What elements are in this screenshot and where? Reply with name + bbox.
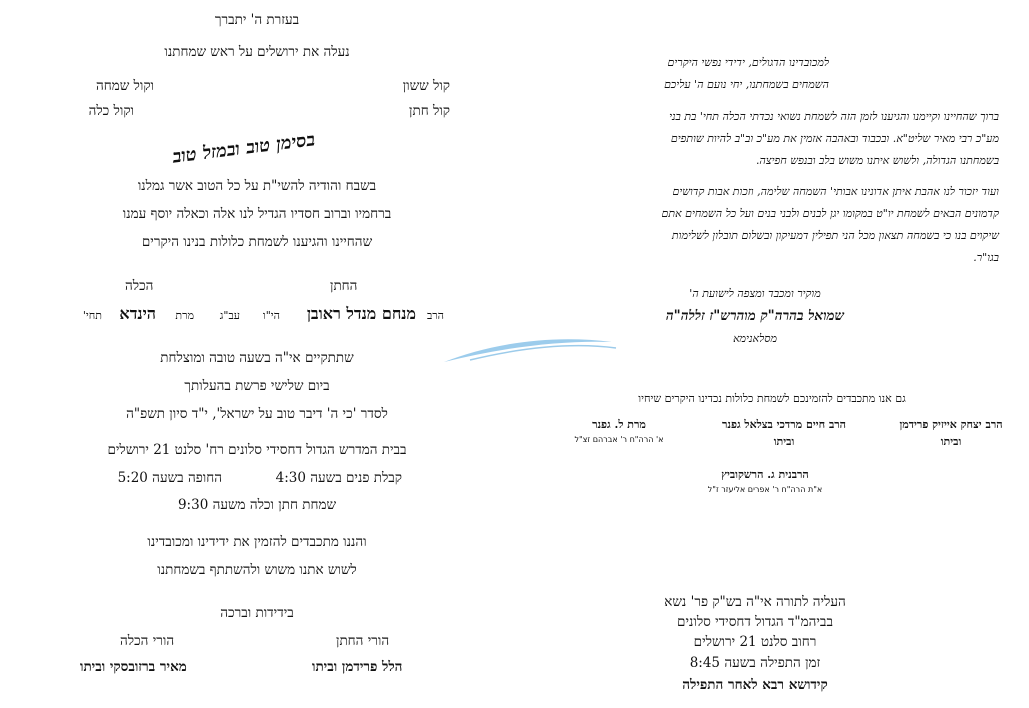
aliyah-line-5: קידושא רבא לאחר התפילה — [682, 677, 828, 693]
para2-line-2: קדמונים הבאים לשמחת יו"ט במקומו יגן לבנים ולבני בנים ועל כל השמחים אתם — [661, 207, 999, 220]
grandparents-d-note: א"ת הרה"ח ר' אפרים אליעזר ז"ל — [707, 485, 823, 494]
groom-label: החתן — [330, 278, 358, 294]
invite-line-1: והננו מתכבדים להזמין את ידידינו ומכובדינו — [147, 534, 367, 550]
blessing-text: בסימן טוב ובמזל טוב — [171, 129, 317, 168]
when-line-3: לסדר 'כי ה' דיבר טוב על ישראל', י"ד סיון תשפ"ה — [126, 406, 388, 422]
voice-l1: וקול שמחה — [95, 78, 154, 94]
groom-parents-name: הלל פרידמן וביתו — [312, 659, 403, 675]
aliyah-line-4: זמן התפילה בשעה 8:45 — [689, 655, 821, 671]
grandparents-a-sub: וביתו — [940, 435, 962, 448]
bride-name: הינדא — [119, 304, 156, 323]
grandparents-d — [685, 468, 845, 494]
voice-l2: וקול כלה — [88, 103, 134, 119]
with-ev-text: עב"ג — [219, 309, 240, 322]
grandparents-c — [549, 418, 689, 444]
groom-title: הרב — [426, 309, 444, 322]
invite-line-2: לשוש אתנו משוש ולהשתתף בשמחתנו — [157, 562, 357, 578]
bride-suffix: תחי' — [82, 309, 102, 322]
voice-r2: קול חתן — [409, 103, 450, 119]
header-text: בעזרת ה' יתברך — [214, 12, 300, 28]
groom-name: מנחם מנדל ראובן — [306, 304, 416, 323]
greeting-line-1: למכובדינו הדגולים, ידידי נפשי היקרים — [667, 56, 829, 69]
para2-line-4: בגו"ר. — [973, 251, 999, 264]
when-line-2: ביום שלישי פרשת בהעלותך — [184, 378, 330, 394]
grandparents-a — [881, 418, 1021, 448]
bride-title: מרת — [175, 309, 194, 322]
bride-label: הכלה — [125, 278, 154, 294]
venue-text: בבית המדרש הגדול דחסידי סלונים רח' סלנט 21 ירושלים — [107, 442, 407, 458]
dance-time: שמחת חתן וכלה משעה 9:30 — [177, 497, 337, 513]
para2-line-3: שיקוים בנו כי בשמחה תצאון מכל הני תפילין דמעיקון ובשלום תובלון לשלימות — [671, 229, 999, 242]
chuppah-time: החופה בשעה 5:20 — [117, 470, 222, 486]
verse-text: נעלה את ירושלים על ראש שמחתנו — [164, 44, 350, 60]
groom-parents-label: הורי החתן — [336, 633, 390, 649]
para2-line-1: ועוד יזכור לנו אהבת איתן אדונינו אבותי' השמחה שלימה, וזכות אבות קדושים — [672, 185, 999, 198]
thanks-line-2: ברחמיו וברוב חסדיו הגדיל לנו אלה וכאלה יוסף עמנו — [122, 206, 392, 222]
bride-parents-label: הורי הכלה — [120, 633, 175, 649]
aliyah-line-1: העליה לתורה אי"ה בש"ק פר' נשא — [664, 594, 846, 610]
reception-time: קבלת פנים בשעה 4:30 — [275, 470, 402, 486]
grandparents-d-name: הרבנית ג. הרשקוביץ — [721, 468, 809, 481]
thanks-line-3: שהחיינו והגיענו לשמחת כלולות בנינו היקרים — [141, 234, 373, 250]
para1-line-3: בשמחתנו הגדולה, ולשוש איתנו משוש בלב ובנפש חפיצה. — [755, 154, 999, 167]
signature-place: מסלאנימא — [732, 332, 778, 345]
aliyah-line-2: בביהמ"ד הגדול דחסידי סלונים — [677, 614, 833, 630]
grandparents-c-name: מרת ל. גפנר — [592, 418, 646, 431]
thanks-line-1: בשבח והודיה להשי"ת על כל הטוב אשר גמלנו — [137, 178, 377, 194]
grandparents-b-sub: וביתו — [773, 435, 795, 448]
main-invitation-panel — [0, 0, 514, 708]
also-invite-text: גם אנו מתכבדים להזמינכם לשמחת כלולות נכדינו היקרים שיחיו — [638, 392, 906, 405]
grandparents-c-note: א' הרה"ח ר' אברהם זצ"ל — [574, 435, 664, 444]
greeting-line-2: השמחים בשמחתנו, יחי נועם ה' עליכם — [664, 78, 829, 91]
voice-r1: קול ששון — [402, 78, 450, 94]
sign-off-text: בידידות וברכה — [220, 605, 294, 621]
grandparents-a-name: הרב יצחק אייזיק פרידמן — [899, 418, 1003, 431]
grandparents-b-name: הרב חיים מרדכי בצלאל גפנר — [722, 418, 846, 431]
signature-line-1: מוקיר ומכבד ומצפה לישועת ה' — [689, 287, 821, 300]
para1-line-1: ברוך שהחיינו וקיימנו והגיענו לזמן הזה לשמחת נשואי נכדתי הכלה תחי' בת בני — [669, 110, 999, 123]
aliyah-line-3: רחוב סלנט 21 ירושלים — [693, 634, 817, 650]
grandparents-b — [704, 418, 864, 448]
bride-parents-name: מאיר ברזובסקי וביתו — [80, 659, 187, 675]
groom-suffix: הי"ו — [262, 309, 280, 322]
grandfather-letter-panel — [515, 0, 1029, 708]
when-line-1: שתתקיים אי"ה בשעה טובה ומוצלחת — [160, 350, 354, 366]
para1-line-2: מע"כ רבי מאיר שליט"א. ובכבוד ובאהבה אזמין את מע"כ וב"ב להיות שותפים — [670, 132, 999, 145]
signature-name: שמואל בהרה"ק מוהרש"ז זללה"ה — [665, 308, 845, 324]
